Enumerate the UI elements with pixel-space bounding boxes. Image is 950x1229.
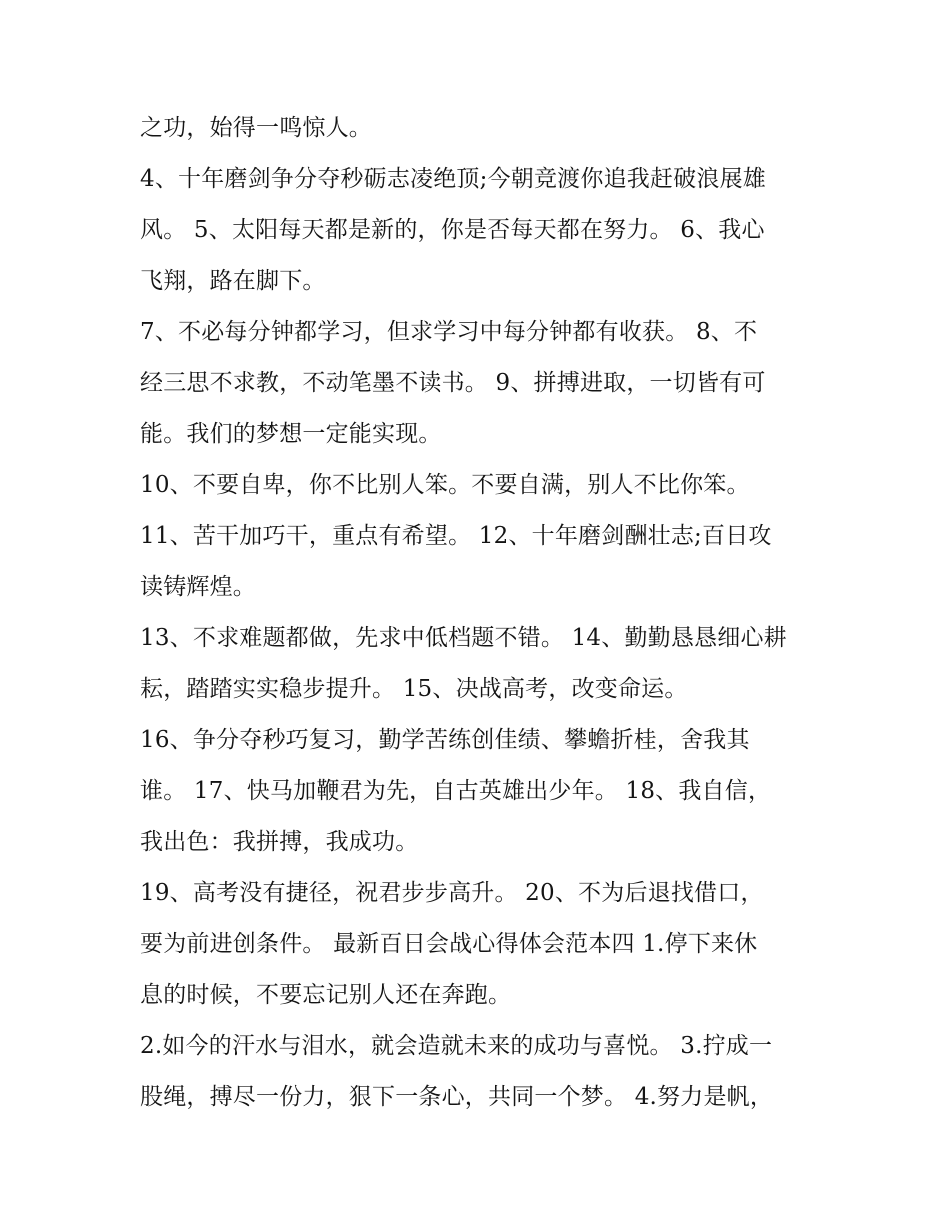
text-line: 读铸辉煌。 [140, 574, 256, 600]
text-line: 4、十年磨剑争分夺秒砺志凌绝顶;今朝竞渡你追我赶破浪展雄 [140, 166, 766, 192]
text-line: 13、不求难题都做，先求中低档题不错。 14、勤勤恳恳细心耕 [140, 625, 787, 651]
text-line: 风。 5、太阳每天都是新的，你是否每天都在努力。 6、我心 [140, 217, 765, 243]
text-line: 能。我们的梦想一定能实现。 [140, 421, 442, 447]
text-line: 2.如今的汗水与泪水，就会造就未来的成功与喜悦。 3.拧成一 [140, 1033, 773, 1059]
text-line: 11、苦干加巧干，重点有希望。 12、十年磨剑酬壮志;百日攻 [140, 523, 772, 549]
text-line: 股绳，搏尽一份力，狠下一条心，共同一个梦。 4.努力是帆， [140, 1084, 774, 1110]
text-line: 飞翔，路在脚下。 [140, 268, 326, 294]
text-line: 我出色：我拼搏，我成功。 [140, 829, 419, 855]
text-line: 耘，踏踏实实稳步提升。 15、决战高考，改变命运。 [140, 676, 688, 702]
text-line: 经三思不求教，不动笔墨不读书。 9、拼搏进取，一切皆有可 [140, 370, 766, 396]
text-line: 10、不要自卑，你不比别人笨。不要自满，别人不比你笨。 [140, 472, 750, 498]
text-line: 谁。 17、快马加鞭君为先，自古英雄出少年。 18、我自信， [140, 778, 772, 804]
text-line: 16、争分夺秒巧复习，勤学苦练创佳绩、攀蟾折桂，舍我其 [140, 727, 750, 753]
text-line: 19、高考没有捷径，祝君步步高升。 20、不为后退找借口， [140, 880, 764, 906]
text-line: 之功，始得一鸣惊人。 [140, 115, 372, 141]
text-line: 要为前进创条件。 最新百日会战心得体会范本四 1.停下来休 [140, 931, 758, 957]
text-line: 息的时候，不要忘记别人还在奔跑。 [140, 982, 512, 1008]
text-line: 7、不必每分钟都学习，但求学习中每分钟都有收获。 8、不 [140, 319, 758, 345]
